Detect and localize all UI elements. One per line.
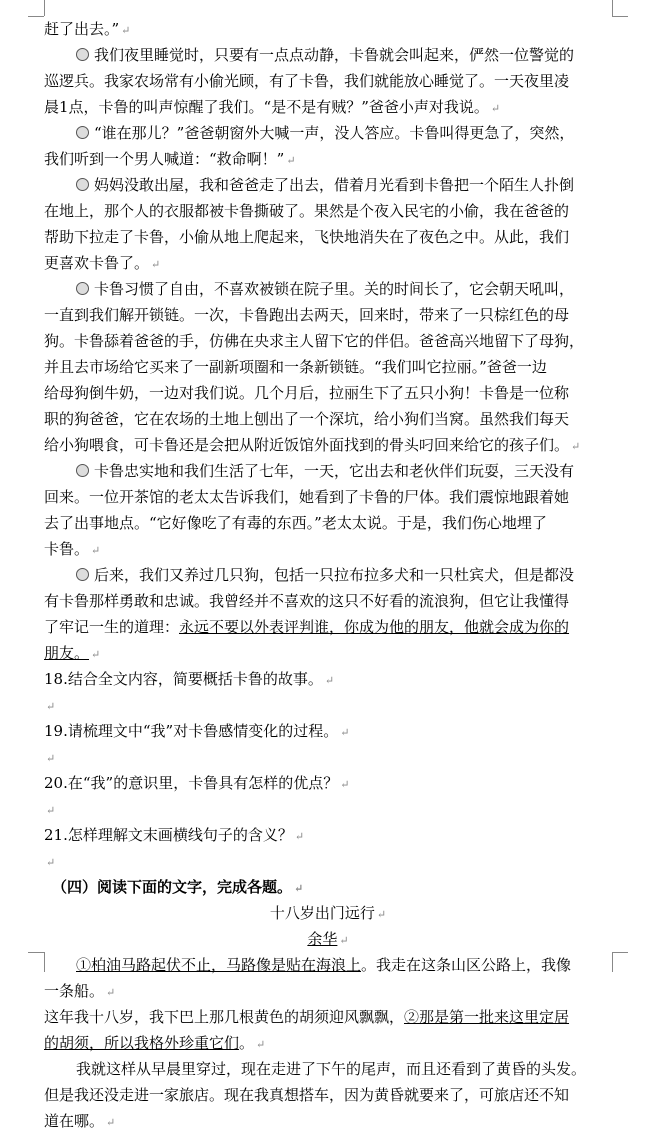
- document-page: [44, 16, 612, 1134]
- paragraph-mark: ↵: [46, 700, 56, 713]
- answer-space: [44, 692, 612, 718]
- answer-space: [44, 744, 612, 770]
- passage-text-run: 道在哪。: [44, 1112, 105, 1130]
- crop-mark-bottom-right: [612, 952, 613, 972]
- story-line: [44, 302, 612, 328]
- story-line-text: 赶了出去。”: [44, 20, 120, 38]
- paragraph-mark: ↵: [571, 440, 581, 453]
- question-item: [44, 770, 612, 796]
- story-line-text: 卡鲁忠实地和我们生活了七年，一天，它出去和老伙伴们玩耍，三天没有: [94, 462, 575, 480]
- story-line: [44, 588, 612, 614]
- question-list: [44, 666, 612, 874]
- story-line-text: 有卡鲁那样勇敢和忠诚。我曾经并不喜欢的这只不好看的流浪狗，但它让我懂得: [44, 592, 570, 610]
- paragraph-mark: ↵: [151, 258, 161, 271]
- story-line: [44, 68, 612, 94]
- paragraph-mark: ↵: [490, 102, 501, 115]
- question-item: [44, 822, 612, 848]
- story-line-text: 朋友。: [44, 644, 90, 662]
- paragraph-mark: ↵: [121, 24, 131, 37]
- passage-text-run: 一条船。: [44, 982, 105, 1000]
- paragraph-mark: ↵: [91, 648, 101, 661]
- passage-text-run: 。我走在这条山区公路上，我像: [361, 956, 572, 974]
- story-text: [44, 16, 612, 666]
- story-line: [44, 42, 612, 68]
- crop-mark-top-left-h: [28, 16, 44, 17]
- story-line-text: 去了出事地点。“它好像吃了有毒的东西。”老太太说。于是，我们伤心地埋了: [44, 514, 547, 532]
- paragraph-bullet-icon: [76, 464, 89, 477]
- underlined-sentence: 永远不要以外表评判谁，你成为他的朋友，他就会成为你的: [179, 618, 570, 636]
- story-line-text: 狗。卡鲁舔着爸爸的手，仿佛在央求主人留下它的伴侣。爸爸高兴地留下了母狗，: [44, 332, 585, 350]
- story-line-text: 帮助下拉走了卡鲁，小偷从地上爬起来，飞快地消失在了夜色之中。从此，我们: [44, 228, 570, 246]
- crop-mark-bottom-right-h: [612, 952, 628, 953]
- passage-line: [44, 1056, 612, 1082]
- story-line: [44, 380, 612, 406]
- story-line-text: 更喜欢卡鲁了。: [44, 254, 150, 272]
- story-line: [44, 562, 612, 588]
- crop-mark-top-right: [612, 0, 613, 16]
- paragraph-mark: ↵: [256, 1038, 266, 1051]
- paragraph-bullet-icon: [76, 126, 89, 139]
- crop-mark-top-left: [44, 0, 45, 16]
- passage-title: 十八岁出门远行 ↵: [269, 904, 387, 922]
- story-line-text: 妈妈没敢出屋，我和爸爸走了出去，借着月光看到卡鲁把一个陌生人扑倒: [94, 176, 575, 194]
- story-line: [44, 458, 612, 484]
- story-line-text: 我们听到一个男人喊道：“救命啊！”: [44, 150, 285, 168]
- question-item: [44, 718, 612, 744]
- story-line-text: 并且去市场给它买来了一副新项圈和一条新锁链。“我们叫它拉丽。”爸爸一边: [44, 358, 547, 376]
- section-heading: （四）阅读下面的文字，完成各题。 ↵: [52, 878, 304, 896]
- paragraph-mark: ↵: [46, 804, 56, 817]
- question-item: [44, 666, 612, 692]
- story-line-text: 回来。一位开茶馆的老太太告诉我们，她看到了卡鲁的尸体。我们震惊地跟着她: [44, 488, 570, 506]
- story-line: [44, 510, 612, 536]
- story-line-text: 在地上，那个人的衣服都被卡鲁撕破了。果然是个夜入民宅的小偷，我在爸爸的: [44, 202, 570, 220]
- paragraph-mark: ↵: [286, 154, 296, 167]
- story-line: [44, 614, 612, 640]
- story-line: [44, 120, 612, 146]
- question-text: 21.怎样理解文末画横线句子的含义？: [44, 826, 293, 844]
- story-line: [44, 94, 612, 120]
- question-text: 18.结合全文内容，简要概括卡鲁的故事。: [44, 670, 323, 688]
- passage-line: [44, 978, 612, 1004]
- paragraph-bullet-icon: [76, 282, 89, 295]
- paragraph-mark: ↵: [340, 726, 350, 739]
- underlined-sentence: 的胡须，所以我格外珍重它们: [44, 1034, 240, 1052]
- answer-space: [44, 796, 612, 822]
- story-line-text: 卡鲁习惯了自由，不喜欢被锁在院子里。关的时间长了，它会朝天吼叫，: [94, 280, 575, 298]
- story-line-text: 卡鲁。: [44, 540, 90, 558]
- passage-text-run: 这年我十八岁，我下巴上那几根黄色的胡须迎风飘飘，: [44, 1008, 405, 1026]
- paragraph-mark: ↵: [91, 544, 101, 557]
- story-line: [44, 328, 612, 354]
- story-line: [44, 432, 612, 458]
- paragraph-mark: ↵: [46, 856, 56, 869]
- story-line: [44, 276, 612, 302]
- passage-line: [44, 1108, 612, 1134]
- story-line: [44, 16, 612, 42]
- passage-text-run: 我就这样从早晨里穿过，现在走进了下午的尾声，而且还看到了黄昏的头发。: [76, 1060, 587, 1078]
- paragraph-mark: ↵: [106, 1116, 116, 1129]
- story-line: [44, 172, 612, 198]
- passage-text-run: 。: [239, 1034, 255, 1052]
- paragraph-mark: ↵: [324, 674, 335, 687]
- story-line: [44, 406, 612, 432]
- story-line: [44, 640, 612, 666]
- paragraph-mark: ↵: [294, 830, 305, 843]
- story-line-text: 一直到我们解开锁链。一次，卡鲁跑出去两天，回来时，带来了一只棕红色的母: [44, 306, 570, 324]
- story-line: [44, 484, 612, 510]
- passage-text-run: 但是我还没走进一家旅店。现在我真想搭车，因为黄昏就要来了，可旅店还不知: [44, 1086, 570, 1104]
- passage-line: [44, 1082, 612, 1108]
- underlined-sentence: ①柏油马路起伏不止，马路像是贴在海浪上: [76, 956, 362, 974]
- paragraph-mark: ↵: [46, 752, 56, 765]
- story-line-text: 巡逻兵。我家农场常有小偷光顾，有了卡鲁，我们就能放心睡觉了。一天夜里凌: [44, 72, 570, 90]
- story-line-text: 给母狗倒牛奶，一边对我们说。几个月后，拉丽生下了五只小狗！卡鲁是一位称: [44, 384, 570, 402]
- passage-author: 余华 ↵: [307, 930, 349, 948]
- passage-line: [44, 952, 612, 978]
- story-line: [44, 354, 612, 380]
- story-line-text: 给小狗喂食，可卡鲁还是会把从附近饭馆外面找到的骨头叼回来给它的孩子们。: [44, 436, 570, 454]
- story-line-text: 了牢记一生的道理：: [44, 618, 180, 636]
- story-line-text: 职的狗爸爸，它在农场的土地上刨出了一个深坑，给小狗们当窝。虽然我们每天: [44, 410, 570, 428]
- story-line: [44, 536, 612, 562]
- question-text: 19.请梳理文中“我”对卡鲁感情变化的过程。: [44, 722, 339, 740]
- question-text: 20.在“我”的意识里，卡鲁具有怎样的优点？: [44, 774, 339, 792]
- story-line-text: “谁在那儿？”爸爸朝窗外大喊一声，没人答应。卡鲁叫得更急了，突然，: [94, 124, 575, 142]
- story-line: [44, 250, 612, 276]
- story-line-text: 晨1点，卡鲁的叫声惊醒了我们。“是不是有贼？”爸爸小声对我说。: [44, 98, 489, 116]
- crop-mark-top-right-h: [612, 16, 628, 17]
- story-line-text: 我们夜里睡觉时，只要有一点点动静，卡鲁就会叫起来，俨然一位警觉的: [94, 46, 575, 64]
- paragraph-mark: ↵: [340, 778, 350, 791]
- paragraph-mark: ↵: [106, 986, 116, 999]
- passage-text: [44, 952, 612, 1134]
- paragraph-bullet-icon: [76, 568, 89, 581]
- passage-line: [44, 1030, 612, 1056]
- paragraph-bullet-icon: [76, 48, 89, 61]
- crop-mark-bottom-left-h: [28, 952, 44, 953]
- underlined-sentence: ②那是第一批来这里定居: [404, 1008, 570, 1026]
- passage-line: [44, 1004, 612, 1030]
- story-line-text: 后来，我们又养过几只狗，包括一只拉布拉多犬和一只杜宾犬，但是都没: [94, 566, 575, 584]
- answer-space: [44, 848, 612, 874]
- story-line: [44, 198, 612, 224]
- story-line: [44, 146, 612, 172]
- story-line: [44, 224, 612, 250]
- paragraph-bullet-icon: [76, 178, 89, 191]
